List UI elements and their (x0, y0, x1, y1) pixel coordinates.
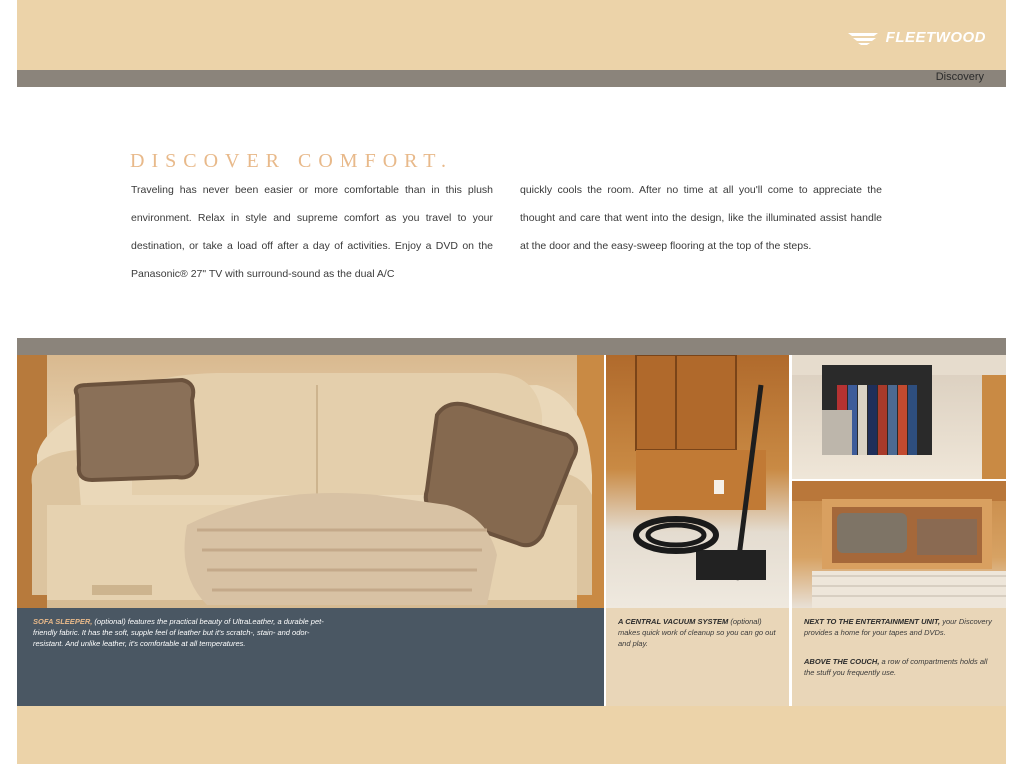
vacuum-caption-text: (optional) makes quick work of cleanup so you can go out and play. (618, 617, 776, 648)
sofa-photo (17, 355, 604, 608)
overhead-compartment-illustration (792, 481, 1006, 608)
sofa-caption (33, 616, 333, 649)
sofa-caption-text: (optional) features the practical beauty of UltraLeather, a durable pet-friendly fabric. It has the soft, supple feel of leather but it's scratch-, stain- and odor-resistant. And unlike leather, it's comfortable at all temperatures. (33, 617, 324, 648)
fleetwood-logo (848, 29, 986, 46)
bottom-banner (17, 706, 1006, 764)
intro-paragraph-right: quickly cools the room. After no time at all you'll come to appreciate the thought and care that went into the design, like the illuminated assist handle at the door and the easy-sweep flooring at the top of the steps. (520, 184, 882, 252)
entertainment-caption (804, 616, 994, 638)
page-headline: DISCOVER COMFORT. (130, 150, 454, 172)
dvd-storage-photo (792, 355, 1006, 479)
vacuum-photo (606, 355, 789, 608)
couch-caption-text: a row of compartments holds all the stuff you frequently use. (804, 657, 988, 677)
entertainment-caption-text: your Discovery provides a home for your tapes and DVDs. (804, 617, 992, 637)
sofa-illustration (17, 355, 604, 608)
sofa-caption-panel (17, 608, 604, 706)
brand-name: FLEETWOOD (885, 29, 986, 46)
vacuum-caption-lead: A CENTRAL VACUUM SYSTEM (618, 617, 729, 626)
sofa-caption-lead: SOFA SLEEPER, (33, 617, 93, 626)
vacuum-caption-panel (606, 608, 789, 706)
couch-caption-lead: ABOVE THE COUCH, (804, 657, 880, 666)
storage-caption-panel (792, 608, 1006, 706)
section-bar (17, 70, 1006, 87)
section-label: Discovery (935, 71, 984, 83)
divider-bar (17, 338, 1006, 355)
vacuum-caption (618, 616, 778, 649)
fleetwood-swoosh-icon (848, 31, 882, 45)
entertainment-caption-lead: NEXT TO THE ENTERTAINMENT UNIT, (804, 617, 941, 626)
dvd-storage-illustration (792, 355, 1006, 479)
vacuum-illustration (606, 355, 789, 608)
intro-paragraph-left: Traveling has never been easier or more comfortable than in this plush environment. Relax in style and supreme comfort as you travel to your destination, or take a load off after a day of activities. Enjoy a DVD on the Panasonic® 27" TV with surround-sound as the dual A/C (131, 184, 493, 280)
overhead-compartment-photo (792, 481, 1006, 608)
couch-caption (804, 656, 994, 678)
top-banner (17, 0, 1006, 70)
